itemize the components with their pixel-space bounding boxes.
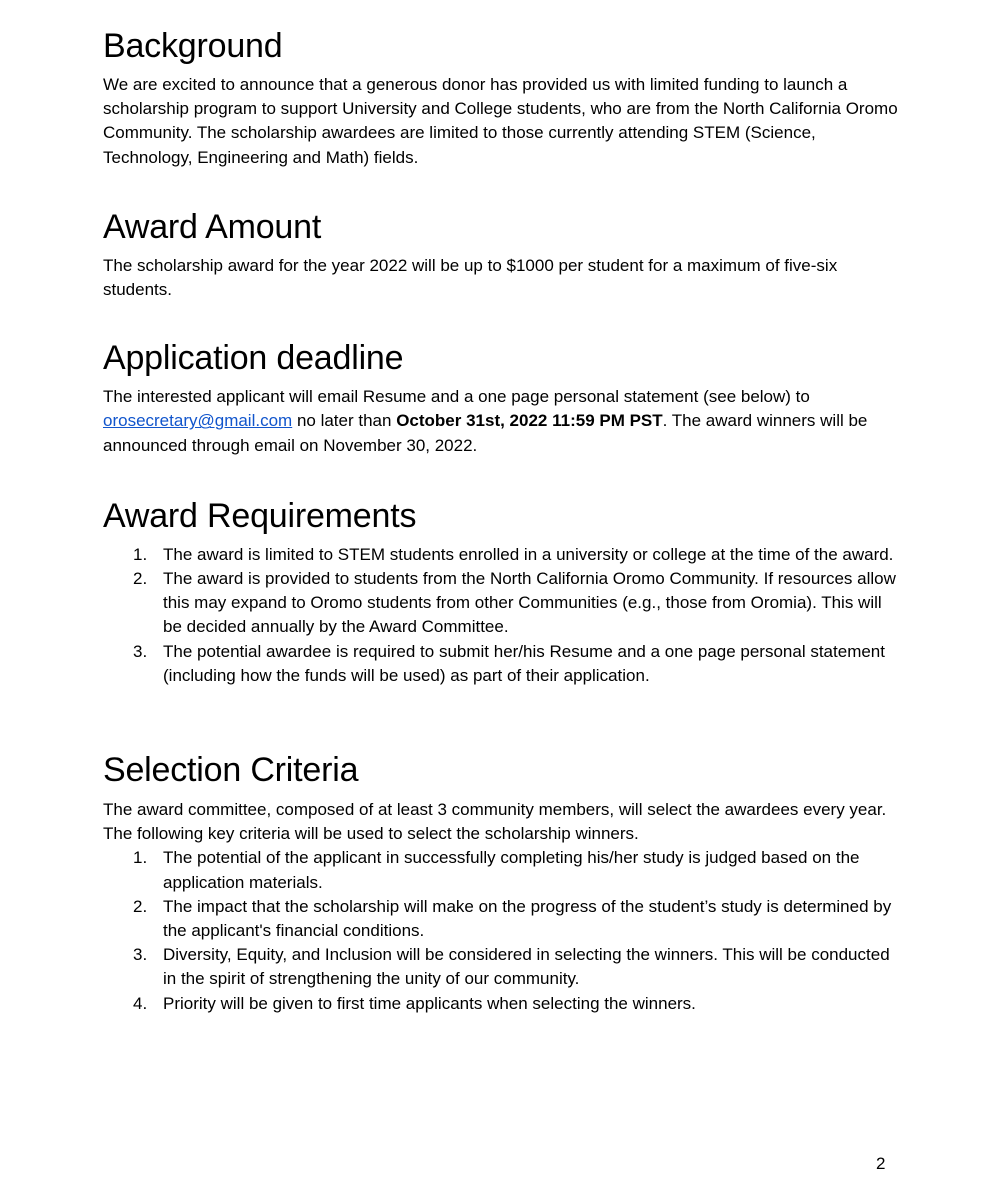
email-link[interactable]: orosecretary@gmail.com (103, 411, 293, 431)
list-item (103, 640, 903, 688)
list-item (103, 567, 903, 640)
selection-list (103, 846, 903, 1015)
list-number: 1. (133, 544, 148, 564)
list-item-text: The potential awardee is required to submit her/his Resume and a one page personal statement (including how the funds will be used) as part of their application. (163, 641, 885, 685)
requirements-heading: Award Requirements (103, 496, 417, 535)
selection-heading: Selection Criteria (103, 751, 359, 790)
selection-section (103, 746, 903, 1016)
list-item-text: The award is provided to students from the North California Oromo Community. If resources allow this may expand to Oromo students from other Communities (e.g., those from Oromia). This will be decided annually by the Award Committee. (163, 569, 896, 637)
deadline-paragraph (103, 385, 903, 458)
list-item-text: The impact that the scholarship will make on the progress of the student’s study is determined by the applicant's financial conditions. (163, 896, 892, 941)
list-item-text: The potential of the applicant in successfully completing his/her study is judged based on the application materials. (163, 848, 860, 892)
list-number: 1. (133, 848, 148, 868)
list-number: 4. (133, 993, 148, 1013)
list-item (103, 895, 903, 943)
list-item (103, 992, 903, 1016)
list-number: 3. (133, 945, 148, 965)
deadline-section (103, 334, 903, 458)
list-item-text: Priority will be given to first time applicants when selecting the winners. (163, 993, 696, 1013)
list-item (103, 846, 903, 894)
award-amount-section (103, 203, 903, 302)
selection-intro: The award committee, composed of at least 3 community members, will select the awardees every year. The following key criteria will be used to select the scholarship winners. (103, 800, 887, 844)
page-number: 2 (876, 1154, 886, 1173)
list-number: 2. (133, 896, 148, 916)
award-amount-heading: Award Amount (103, 207, 322, 246)
list-item-text: Diversity, Equity, and Inclusion will be considered in selecting the winners. This will be conducted in the spirit of strengthening the unity of our community. (163, 945, 890, 989)
list-number: 3. (133, 641, 148, 661)
list-item (103, 543, 903, 567)
requirements-section (103, 492, 903, 688)
document-body (103, 22, 903, 1016)
deadline-text-before: The interested applicant will email Resume and a one page personal statement (see below) to (103, 387, 810, 407)
deadline-text-middle: no later than (296, 411, 392, 431)
list-item-text: The award is limited to STEM students enrolled in a university or college at the time of the award. (163, 544, 894, 564)
deadline-text-after: . The award winners will be announced through email on November 30, 2022. (103, 411, 868, 455)
deadline-heading: Application deadline (103, 339, 404, 378)
deadline-date: October 31st, 2022 11:59 PM PST (396, 411, 663, 431)
requirements-list (103, 543, 903, 688)
background-paragraph: We are excited to announce that a generous donor has provided us with limited funding to launch a scholarship program to support University and College students, who are from the North California Oromo Community. The scholarship awardees are limited to those currently attending STEM (Science, Technology, Engineering and Math) fields. (103, 75, 898, 167)
award-amount-paragraph: The scholarship award for the year 2022 will be up to $1000 per student for a maximum of five-six students. (103, 255, 838, 300)
list-item (103, 943, 903, 991)
list-number: 2. (133, 569, 148, 589)
background-heading: Background (103, 27, 283, 65)
background-section (103, 22, 903, 170)
